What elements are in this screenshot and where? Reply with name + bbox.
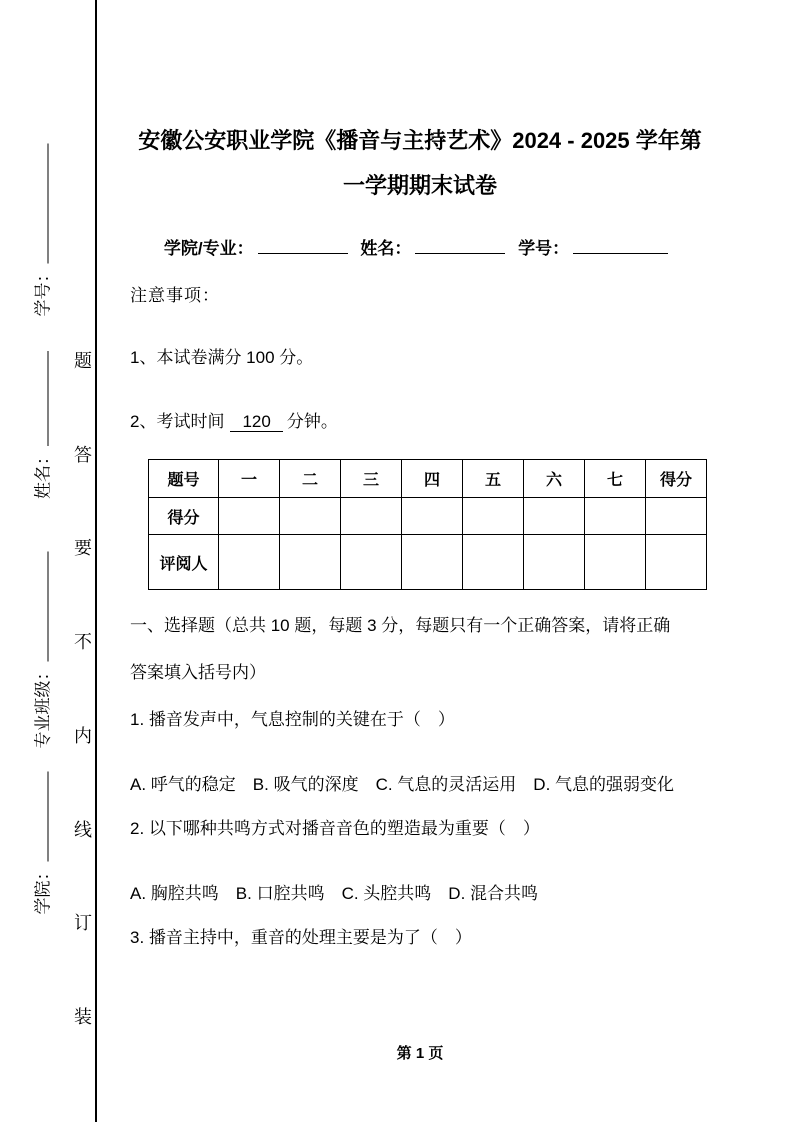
score-cell — [524, 498, 585, 535]
student-id-blank — [573, 240, 668, 254]
binding-char: 装 — [74, 1006, 92, 1027]
margin-name-blank — [35, 351, 49, 446]
binding-line-text — [73, 352, 93, 1026]
score-cell — [280, 498, 341, 535]
binding-line-rule — [95, 0, 97, 1122]
score-table-header-cell: 六 — [524, 460, 585, 498]
margin-name-label: 姓名： — [33, 448, 53, 499]
score-table-header-cell: 三 — [341, 460, 402, 498]
score-table-header-cell: 得分 — [646, 460, 707, 498]
score-cell — [341, 498, 402, 535]
score-table — [148, 459, 707, 590]
score-row — [149, 498, 707, 535]
notice-item-2-post: 分钟。 — [286, 412, 338, 431]
page-footer — [130, 1042, 710, 1063]
score-table-header-cell: 题号 — [149, 460, 219, 498]
score-cell — [402, 498, 463, 535]
reviewer-cell — [402, 535, 463, 590]
exam-title: 安徽公安职业学院《播音与主持艺术》2024 - 2025 学年第一学期期末试卷 — [138, 128, 702, 198]
score-cell — [585, 498, 646, 535]
reviewer-cell — [585, 535, 646, 590]
score-cell — [463, 498, 524, 535]
question-1-text: 1. 播音发声中，气息控制的关键在于（ ） — [130, 710, 455, 729]
margin-student-id-blank — [35, 144, 49, 264]
reviewer-cell — [219, 535, 280, 590]
page-number: 第 1 页 — [396, 1045, 444, 1062]
score-cell — [646, 498, 707, 535]
score-table-header-cell: 五 — [463, 460, 524, 498]
notice-item-2 — [130, 409, 710, 435]
binding-char: 题 — [74, 351, 92, 371]
notice-item-1: 1、本试卷满分 100 分。 — [130, 348, 314, 367]
college-major-blank — [258, 240, 348, 254]
student-info-line — [130, 234, 710, 259]
college-major-label: 学院/专业： — [163, 239, 254, 258]
binding-char: 要 — [74, 538, 92, 559]
margin-college-field — [29, 772, 54, 915]
score-table-header-cell: 二 — [280, 460, 341, 498]
binding-char: 内 — [74, 725, 92, 746]
margin-student-id-label: 学号： — [33, 265, 53, 317]
reviewer-cell — [463, 535, 524, 590]
margin-class-field — [29, 552, 54, 749]
reviewer-cell — [524, 535, 585, 590]
margin-class-blank — [35, 552, 49, 662]
margin-college-label: 学院： — [33, 863, 53, 915]
score-table-header-cell: 一 — [219, 460, 280, 498]
score-table-header-row — [149, 460, 707, 498]
reviewer-row — [149, 535, 707, 590]
reviewer-cell — [280, 535, 341, 590]
margin-college-blank — [35, 772, 49, 862]
section-1-heading: 一、选择题（总共 10 题，每题 3 分，每题只有一个正确答案，请将正确答案填入括号内） — [130, 616, 671, 682]
name-blank — [415, 240, 505, 254]
margin-name-field — [29, 351, 54, 499]
reviewer-row-label: 评阅人 — [149, 535, 219, 590]
reviewer-cell — [341, 535, 402, 590]
binding-char: 不 — [74, 632, 92, 653]
notice-item-2-pre: 2、考试时间 — [130, 412, 225, 431]
name-label: 姓名： — [360, 239, 412, 258]
question-2-options: A. 胸腔共鸣 B. 口腔共鸣 C. 头腔共鸣 D. 混合共鸣 — [130, 884, 539, 903]
question-3-text: 3. 播音主持中，重音的处理主要是为了（ ） — [130, 928, 472, 947]
score-cell — [219, 498, 280, 535]
binding-char: 线 — [74, 819, 92, 840]
margin-student-id-field — [29, 144, 54, 317]
question-2-text: 2. 以下哪种共鸣方式对播音音色的塑造最为重要（ ） — [130, 819, 540, 838]
margin-class-label: 专业班级： — [33, 663, 53, 749]
exam-duration-value: 120 — [230, 412, 282, 432]
student-id-label: 学号： — [518, 239, 570, 258]
section-1 — [130, 602, 682, 951]
score-table-header-cell: 七 — [585, 460, 646, 498]
score-table-header-cell: 四 — [402, 460, 463, 498]
binding-char: 订 — [74, 913, 92, 934]
reviewer-cell — [646, 535, 707, 590]
notices-heading: 注意事项： — [130, 286, 220, 305]
score-row-label: 得分 — [149, 498, 219, 535]
exam-content — [130, 0, 710, 951]
binding-char: 答 — [74, 444, 92, 465]
question-1-options: A. 呼气的稳定 B. 吸气的深度 C. 气息的灵活运用 D. 气息的强弱变化 — [130, 775, 675, 794]
